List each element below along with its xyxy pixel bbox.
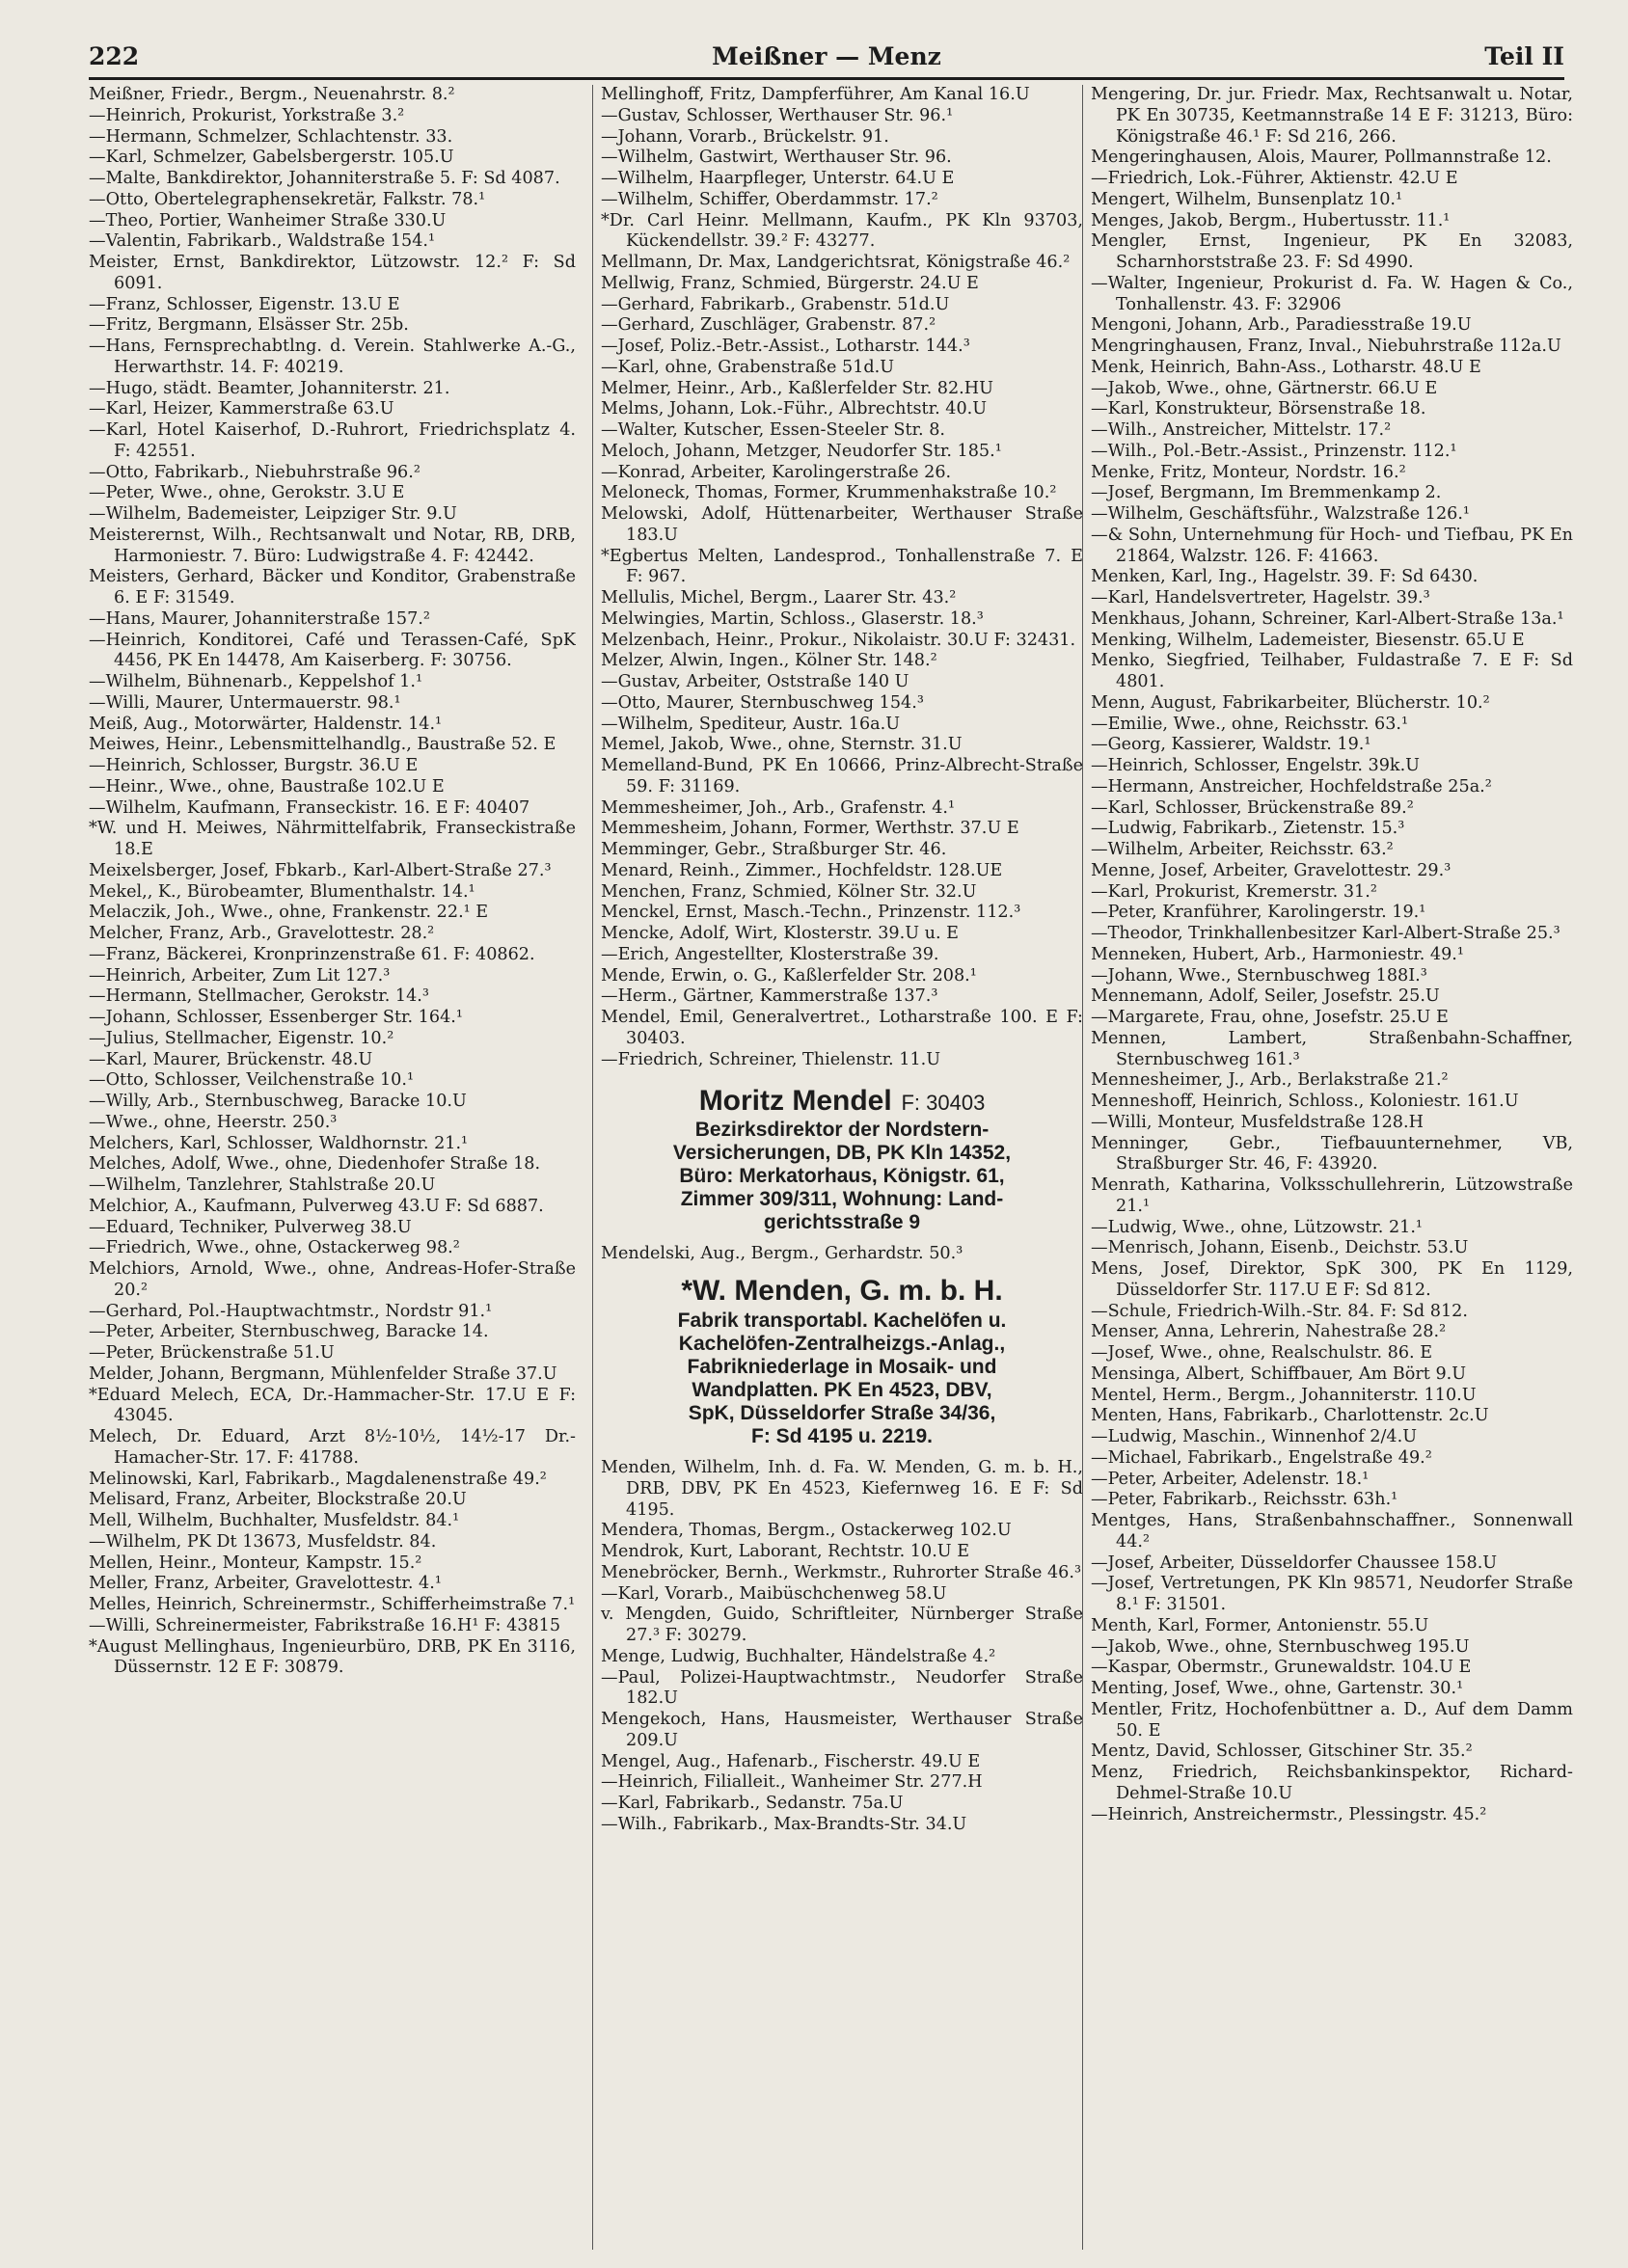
- advertisement-w-menden: [601, 1273, 1083, 1448]
- directory-entry: Menard, Reinh., Zimmer., Hochfeldstr. 128.UE: [601, 860, 1003, 880]
- directory-entry: Mengert, Wilhelm, Bunsenplatz 10.¹: [1091, 189, 1403, 209]
- directory-entry: —Johann, Wwe., Sternbuschweg 188I.³: [1091, 965, 1427, 986]
- directory-entry: —Hugo, städt. Beamter, Johanniterstr. 21.: [89, 378, 450, 398]
- directory-entry: —Gerhard, Fabrikarb., Grabenstr. 51d.U: [601, 294, 950, 314]
- directory-entry: Mennesheimer, J., Arb., Berlakstraße 21.²: [1091, 1070, 1449, 1091]
- directory-entry: Mellwig, Franz, Schmied, Bürgerstr. 24.U E: [601, 273, 979, 293]
- directory-entry: —Wilh., Fabrikarb., Max-Brandts-Str. 34.U: [601, 1814, 967, 1834]
- directory-entry: —Heinrich, Schlosser, Burgstr. 36.U E: [89, 756, 419, 775]
- directory-entry: Melisard, Franz, Arbeiter, Blockstraße 20.U: [89, 1490, 467, 1510]
- directory-entry: Meißner, Friedr., Bergm., Neuenahrstr. 8.²: [89, 85, 455, 104]
- directory-entry: —Willy, Arb., Sternbuschweg, Baracke 10.U: [89, 1092, 467, 1111]
- column-3: [1082, 85, 1573, 2250]
- directory-entry: Menking, Wilhelm, Lademeister, Biesenstr. 65.U E: [1091, 630, 1525, 650]
- directory-entry: —Wilhelm, Schiffer, Oberdammstr. 17.²: [601, 189, 938, 209]
- directory-entry: Menz, Friedrich, Reichsbankinspektor, Richard-Dehmel-Straße 10.U: [1091, 1763, 1573, 1803]
- directory-entry: Meller, Franz, Arbeiter, Gravelottestr. 4.¹: [89, 1574, 442, 1594]
- part-label: Teil II: [1484, 42, 1564, 70]
- directory-entry: Memmesheimer, Joh., Arb., Grafenstr. 4.¹: [601, 797, 956, 818]
- directory-entry: —Karl, Vorarb., Maibüschchenweg 58.U: [601, 1583, 947, 1604]
- directory-entry: Menninger, Gebr., Tiefbauunternehmer, VB, Straßburger Str. 46, F: 43920.: [1091, 1133, 1573, 1174]
- directory-entry: —Konrad, Arbeiter, Karolingerstraße 26.: [601, 462, 952, 482]
- directory-entry: —Heinrich, Anstreichermstr., Plessingstr. 45.²: [1091, 1804, 1487, 1824]
- directory-entry: —Willi, Monteur, Musfeldstraße 128.H: [1091, 1112, 1424, 1132]
- directory-entry: Menchen, Franz, Schmied, Kölner Str. 32.U: [601, 881, 977, 902]
- directory-entry: Melchiors, Arnold, Wwe., ohne, Andreas-Hofer-Straße 20.²: [89, 1259, 576, 1300]
- directory-entry: —Karl, Handelsvertreter, Hagelstr. 39.³: [1091, 588, 1430, 608]
- directory-entry: Menneken, Hubert, Arb., Harmoniestr. 49.¹: [1091, 944, 1464, 964]
- directory-entry: Meloneck, Thomas, Former, Krummenhakstraße 10.²: [601, 483, 1057, 503]
- directory-entry: *W. und H. Meiwes, Nährmittelfabrik, Franseckistraße 18.E: [89, 819, 576, 859]
- directory-entry: *Egbertus Melten, Landesprod., Tonhallenstraße 7. E F: 967.: [601, 546, 1083, 587]
- directory-entry: —Peter, Wwe., ohne, Gerokstr. 3.U E: [89, 483, 405, 503]
- directory-entry: —Peter, Arbeiter, Adelenstr. 18.¹: [1091, 1469, 1370, 1489]
- directory-entry: —Julius, Stellmacher, Eigenstr. 10.²: [89, 1028, 394, 1048]
- directory-entry: —Franz, Bäckerei, Kronprinzenstraße 61. F: 40862.: [89, 944, 535, 964]
- directory-entry: —Heinrich, Filialleit., Wanheimer Str. 277.H: [601, 1772, 983, 1793]
- directory-entry: Melowski, Adolf, Hüttenarbeiter, Werthauser Straße 183.U: [601, 504, 1083, 545]
- directory-entry: Mennen, Lambert, Straßenbahn-Schaffner, Sternbuschweg 161.³: [1091, 1028, 1573, 1069]
- directory-entry: —Fritz, Bergmann, Elsässer Str. 25b.: [89, 315, 409, 336]
- directory-entry: —Wilhelm, Kaufmann, Franseckistr. 16. E F: 40407: [89, 797, 530, 818]
- column-2: [592, 85, 1083, 2250]
- directory-entry: —Hans, Fernsprechabtlng. d. Verein. Stahlwerke A.-G., Herwarthstr. 14. F: 40219.: [89, 337, 576, 377]
- directory-entry: —Heinrich, Konditorei, Café und Terassen-Café, SpK 4456, PK En 14478, Am Kaiserberg. F: 30756.: [89, 630, 576, 671]
- directory-entry: Menckel, Ernst, Masch.-Techn., Prinzenstr. 112.³: [601, 903, 1021, 923]
- directory-entry: —Ludwig, Wwe., ohne, Lützowstr. 21.¹: [1091, 1217, 1423, 1237]
- ad-name: *W. Menden, G. m. b. H.: [681, 1275, 1003, 1307]
- directory-entry: —Michael, Fabrikarb., Engelstraße 49.²: [1091, 1447, 1432, 1468]
- ad-line: Versicherungen, DB, PK Kln 14352,: [672, 1142, 1012, 1165]
- ad-phone: F: 30403: [901, 1091, 986, 1116]
- directory-entry: Menke, Fritz, Monteur, Nordstr. 16.²: [1091, 462, 1406, 482]
- directory-entry: —Karl, Heizer, Kammerstraße 63.U: [89, 399, 394, 419]
- directory-entry: Mengering, Dr. jur. Friedr. Max, Rechtsanwalt u. Notar, PK En 30735, Keetmannstraße 14 E F: 31213, Büro: Königstraße 46.¹ F: Sd 216, 266.: [1091, 85, 1573, 147]
- directory-entry: —Walter, Kutscher, Essen-Steeler Str. 8.: [601, 420, 946, 440]
- directory-entry: —Wilhelm, PK Dt 13673, Musfeldstr. 84.: [89, 1531, 437, 1552]
- page-header: [89, 39, 1564, 80]
- directory-entry: —Jakob, Wwe., ohne, Sternbuschweg 195.U: [1091, 1636, 1470, 1657]
- directory-entry: —Gerhard, Zuschläger, Grabenstr. 87.²: [601, 315, 936, 336]
- directory-entry: Mencke, Adolf, Wirt, Klosterstr. 39.U u. E: [601, 924, 959, 943]
- directory-entry: Mensinga, Albert, Schiffbauer, Am Bört 9.U: [1091, 1364, 1467, 1384]
- directory-entry: —Willi, Maurer, Untermauerstr. 98.¹: [89, 692, 401, 713]
- directory-entry: —Margarete, Frau, ohne, Josefstr. 25.U E: [1091, 1008, 1449, 1027]
- directory-entry: —Hermann, Stellmacher, Gerokstr. 14.³: [89, 986, 429, 1007]
- directory-entry: Mekel,, K., Bürobeamter, Blumenthalstr. 14.¹: [89, 881, 475, 902]
- directory-entry: —Schule, Friedrich-Wilh.-Str. 84. F: Sd 812.: [1091, 1301, 1468, 1321]
- directory-entry: —Heinrich, Arbeiter, Zum Lit 127.³: [89, 965, 391, 986]
- directory-entry: —Josef, Arbeiter, Düsseldorfer Chaussee 158.U: [1091, 1552, 1498, 1573]
- directory-entry: Menth, Karl, Former, Antonienstr. 55.U: [1091, 1615, 1429, 1635]
- directory-entry: Menrath, Katharina, Volksschullehrerin, Lützowstraße 21.¹: [1091, 1175, 1573, 1216]
- ad-line: Büro: Merkatorhaus, Königstr. 61,: [679, 1165, 1005, 1188]
- directory-entry: Menting, Josef, Wwe., ohne, Gartenstr. 30.¹: [1091, 1679, 1464, 1698]
- directory-entry: Mengler, Ernst, Ingenieur, PK En 32083, Scharnhorststraße 23. F: Sd 4990.: [1091, 231, 1573, 272]
- directory-entry: —Malte, Bankdirektor, Johanniterstraße 5. F: Sd 4087.: [89, 169, 560, 188]
- directory-entry: —Josef, Bergmann, Im Bremmenkamp 2.: [1091, 483, 1442, 503]
- directory-entry: —Gustav, Arbeiter, Oststraße 140 U: [601, 672, 909, 691]
- directory-entry: —Ludwig, Fabrikarb., Zietenstr. 15.³: [1091, 819, 1405, 839]
- directory-entry: —Franz, Schlosser, Eigenstr. 13.U E: [89, 294, 400, 314]
- directory-entry: —Herm., Gärtner, Kammerstraße 137.³: [601, 986, 938, 1007]
- directory-entry: Melcher, Franz, Arb., Gravelottestr. 28.²: [89, 924, 435, 943]
- directory-entry: —Wilhelm, Tanzlehrer, Stahlstraße 20.U: [89, 1175, 436, 1195]
- directory-entry: Menges, Jakob, Bergm., Hubertusstr. 11.¹: [1091, 210, 1451, 230]
- directory-entry: Memmesheim, Johann, Former, Werthstr. 37.U E: [601, 819, 1019, 839]
- directory-entry: Mentler, Fritz, Hochofenbüttner a. D., Auf dem Damm 50. E: [1091, 1699, 1573, 1741]
- directory-entry: Mellulis, Michel, Bergm., Laarer Str. 43.²: [601, 588, 957, 608]
- directory-entry: —Josef, Wwe., ohne, Realschulstr. 86. E: [1091, 1343, 1433, 1363]
- directory-entry: Menkhaus, Johann, Schreiner, Karl-Albert-Straße 13a.¹: [1091, 608, 1564, 629]
- directory-entry: —Wilh., Anstreicher, Mittelstr. 17.²: [1091, 420, 1392, 440]
- directory-entry: *August Mellinghaus, Ingenieurbüro, DRB, PK En 3116, Düssernstr. 12 E F: 30879.: [89, 1636, 576, 1678]
- directory-entry: —Wilhelm, Bühnenarb., Keppelshof 1.¹: [89, 672, 423, 691]
- directory-entry: Melles, Heinrich, Schreinermstr., Schifferheimstraße 7.¹: [89, 1595, 576, 1614]
- directory-entry: —Emilie, Wwe., ohne, Reichsstr. 63.¹: [1091, 714, 1409, 734]
- directory-entry: *Dr. Carl Heinr. Mellmann, Kaufm., PK Kln 93703, Kückendellstr. 39.² F: 43277.: [601, 210, 1083, 252]
- directory-entry: —Hans, Maurer, Johanniterstraße 157.²: [89, 608, 430, 629]
- directory-entry: Memel, Jakob, Wwe., ohne, Sternstr. 31.U: [601, 735, 963, 755]
- directory-entry: —Wilhelm, Bademeister, Leipziger Str. 9.U: [89, 504, 457, 524]
- directory-entry: —Karl, Konstrukteur, Börsenstraße 18.: [1091, 399, 1426, 419]
- directory-entry: —Friedrich, Schreiner, Thielenstr. 11.U: [601, 1049, 941, 1069]
- running-head: Meißner — Menz: [712, 42, 941, 70]
- directory-entry: —Jakob, Wwe., ohne, Gärtnerstr. 66.U E: [1091, 378, 1438, 398]
- directory-entry: Mennemann, Adolf, Seiler, Josefstr. 25.U: [1091, 986, 1440, 1007]
- directory-entry: Melchior, A., Kaufmann, Pulverweg 43.U F: Sd 6887.: [89, 1196, 544, 1216]
- directory-entry: Menne, Josef, Arbeiter, Gravelottestr. 29.³: [1091, 860, 1452, 880]
- directory-entry: Mentel, Herm., Bergm., Johanniterstr. 110.U: [1091, 1385, 1477, 1405]
- directory-entry: —Kaspar, Obermstr., Grunewaldstr. 104.U E: [1091, 1658, 1472, 1678]
- directory-entry: Menser, Anna, Lehrerin, Nahestraße 28.²: [1091, 1322, 1447, 1342]
- directory-entry: Menko, Siegfried, Teilhaber, Fuldastraße 7. E F: Sd 4801.: [1091, 651, 1573, 691]
- directory-entry: Mengringhausen, Franz, Inval., Niebuhrstraße 112a.U: [1091, 337, 1561, 356]
- directory-entry: Mengekoch, Hans, Hausmeister, Werthauser Straße 209.U: [601, 1710, 1083, 1750]
- directory-entry: Mende, Erwin, o. G., Kaßlerfelder Str. 208.¹: [601, 965, 977, 986]
- directory-entry: Mengel, Aug., Hafenarb., Fischerstr. 49.U E: [601, 1751, 981, 1771]
- directory-entry: Melmer, Heinr., Arb., Kaßlerfelder Str. 82.HU: [601, 378, 993, 398]
- directory-entry: —Wilhelm, Spediteur, Austr. 16a.U: [601, 714, 901, 734]
- ad-line: F: Sd 4195 u. 2219.: [751, 1425, 933, 1447]
- ad-line: Wandplatten. PK En 4523, DBV,: [692, 1379, 992, 1401]
- directory-entry: Mentz, David, Schlosser, Gitschiner Str. 35.²: [1091, 1742, 1473, 1762]
- directory-entry: Meleсh, Dr. Eduard, Arzt 8½-10½, 14½-17 Dr.-Hamacher-Str. 17. F: 41788.: [89, 1427, 576, 1468]
- directory-entry: Memminger, Gebr., Straßburger Str. 46.: [601, 840, 947, 859]
- directory-entry: Mellmann, Dr. Max, Landgerichtsrat, Königstraße 46.²: [601, 253, 1071, 272]
- directory-entry: Mellen, Heinr., Monteur, Kampstr. 15.²: [89, 1552, 422, 1573]
- directory-entry: —Johann, Vorarb., Brückelstr. 91.: [601, 126, 889, 147]
- directory-entry: Menebröcker, Bernh., Werkmstr., Ruhrorter Straße 46.³: [601, 1562, 1082, 1582]
- directory-entry: —Erich, Angestellter, Klosterstraße 39.: [601, 944, 939, 964]
- directory-entry: —Otto, Fabrikarb., Niebuhrstraße 96.²: [89, 462, 421, 482]
- directory-entry: —Hermann, Anstreicher, Hochfeldstraße 25a.²: [1091, 776, 1492, 796]
- directory-entry: —Karl, Hotel Kaiserhof, D.-Ruhrort, Friedrichsplatz 4. F: 42551.: [89, 420, 576, 461]
- directory-entry: Meisterernst, Wilh., Rechtsanwalt und Notar, RB, DRB, Harmoniestr. 7. Büro: Ludwigstraße 4. F: 42442.: [89, 525, 576, 566]
- directory-entry: —Georg, Kassierer, Waldstr. 19.¹: [1091, 735, 1371, 755]
- directory-entry: Melchers, Karl, Schlosser, Waldhornstr. 21.¹: [89, 1133, 469, 1153]
- directory-entry: —Josef, Vertretungen, PK Kln 98571, Neudorfer Straße 8.¹ F: 31501.: [1091, 1574, 1573, 1614]
- ad-line: SpK, Düsseldorfer Straße 34/36,: [688, 1402, 996, 1424]
- directory-entry: Melwingies, Martin, Schloss., Glaserstr. 18.³: [601, 608, 984, 629]
- directory-entry: Menneshoff, Heinrich, Schloss., Koloniestr. 161.U: [1091, 1092, 1519, 1111]
- ad-name: Moritz Mendel: [698, 1085, 892, 1118]
- ad-line: gerichtsstraße 9: [763, 1211, 921, 1234]
- directory-entry: Melinowski, Karl, Fabrikarb., Magdalenenstraße 49.²: [89, 1469, 547, 1489]
- directory-entry: Mendel, Emil, Generalvertret., Lotharstraße 100. E F: 30403.: [601, 1008, 1083, 1048]
- directory-entry: Menn, August, Fabrikarbeiter, Blücherstr. 10.²: [1091, 692, 1490, 713]
- directory-entry: —Paul, Polizei-Hauptwachtmstr., Neudorfer Straße 182.U: [601, 1667, 1083, 1709]
- directory-entry: —Wilh., Pol.-Betr.-Assist., Prinzenstr. 112.¹: [1091, 441, 1457, 461]
- directory-entry: —Wilhelm, Gastwirt, Werthauser Str. 96.: [601, 148, 952, 168]
- directory-entry: Menten, Hans, Fabrikarb., Charlottenstr. 2c.U: [1091, 1406, 1489, 1426]
- directory-entry: v. Mengden, Guido, Schriftleiter, Nürnberger Straße 27.³ F: 30279.: [601, 1605, 1083, 1645]
- directory-entry: Melzenbach, Heinr., Prokur., Nikolaistr. 30.U F: 32431.: [601, 630, 1076, 650]
- directory-entry: Mendelski, Aug., Bergm., Gerhardstr. 50.³: [601, 1244, 963, 1264]
- ad-line: Kachelöfen-Zentralheizgs.-Anlag.,: [678, 1333, 1006, 1355]
- directory-entry: Mell, Wilhelm, Buchhalter, Musfeldstr. 84.¹: [89, 1511, 460, 1530]
- directory-entry: —Johann, Schlosser, Essenberger Str. 164.¹: [89, 1008, 463, 1027]
- ad-line: Fabrikniederlage in Mosaik- und: [687, 1356, 997, 1378]
- directory-entry: —Hermann, Schmelzer, Schlachtenstr. 33.: [89, 126, 453, 147]
- directory-entry: Melder, Johann, Bergmann, Mühlenfelder Straße 37.U: [89, 1364, 557, 1384]
- directory-entry: —Otto, Schlosser, Veilchenstraße 10.¹: [89, 1070, 414, 1091]
- directory-entry: —Wilhelm, Arbeiter, Reichsstr. 63.²: [1091, 840, 1394, 859]
- directory-entry: —Otto, Maurer, Sternbuschweg 154.³: [601, 692, 924, 713]
- page-number: 222: [89, 42, 140, 70]
- directory-entry: —Karl, Maurer, Brückenstr. 48.U: [89, 1049, 373, 1069]
- advertisement-moritz-mendel: [601, 1084, 1083, 1234]
- directory-entry: Mendera, Thomas, Bergm., Ostackerweg 102.U: [601, 1521, 1012, 1541]
- directory-entry: —Friedrich, Lok.-Führer, Aktienstr. 42.U E: [1091, 169, 1458, 188]
- directory-entry: —Theo, Portier, Wanheimer Straße 330.U: [89, 210, 447, 230]
- directory-entry: Melzer, Alwin, Ingen., Kölner Str. 148.²: [601, 651, 937, 671]
- directory-entry: Mentges, Hans, Straßenbahnschaffner., Sonnenwall 44.²: [1091, 1511, 1573, 1552]
- directory-entry: Mengoni, Johann, Arb., Paradiesstraße 19.U: [1091, 315, 1472, 336]
- directory-entry: Menden, Wilhelm, Inh. d. Fa. W. Menden, G. m. b. H., DRB, DBV, PK En 4523, Kiefernweg 16. E F: Sd 4195.: [601, 1458, 1083, 1520]
- directory-entry: —Wwe., ohne, Heerstr. 250.³: [89, 1112, 338, 1132]
- directory-entry: —Eduard, Techniker, Pulverweg 38.U: [89, 1217, 412, 1237]
- directory-entry: Mens, Josef, Direktor, SpK 300, PK En 1129, Düsseldorfer Str. 117.U E F: Sd 812.: [1091, 1259, 1573, 1300]
- directory-entry: Meister, Ernst, Bankdirektor, Lützowstr. 12.² F: Sd 6091.: [89, 253, 576, 293]
- ad-line: Bezirksdirektor der Nordstern-: [694, 1119, 990, 1142]
- directory-entry: —Peter, Fabrikarb., Reichsstr. 63h.¹: [1091, 1490, 1398, 1510]
- directory-entry: —Karl, Fabrikarb., Sedanstr. 75a.U: [601, 1794, 904, 1813]
- directory-entry: —Heinrich, Schlosser, Engelstr. 39k.U: [1091, 756, 1421, 775]
- directory-entry: —Heinr., Wwe., ohne, Baustraße 102.U E: [89, 776, 445, 796]
- directory-entry: —Heinrich, Prokurist, Yorkstraße 3.²: [89, 105, 405, 125]
- directory-entry: *Eduard Meleсh, ECA, Dr.-Hammacher-Str. 17.U E F: 43045.: [89, 1385, 576, 1426]
- directory-entry: Melms, Johann, Lok.-Führ., Albrechtstr. 40.U: [601, 399, 988, 419]
- directory-entry: —Josef, Poliz.-Betr.-Assist., Lotharstr. 144.³: [601, 337, 970, 356]
- directory-entry: —Karl, Schlosser, Brückenstraße 89.²: [1091, 797, 1414, 818]
- directory-entry: —Gerhard, Pol.-Hauptwachtmstr., Nordstr 91.¹: [89, 1301, 493, 1321]
- directory-entry: Melaczik, Joh., Wwe., ohne, Frankenstr. 22.¹ E: [89, 903, 489, 923]
- directory-entry: —Gustav, Schlosser, Werthauser Str. 96.¹: [601, 105, 954, 125]
- directory-entry: —Wilhelm, Geschäftsführ., Walzstraße 126.¹: [1091, 504, 1470, 524]
- ad-line: Fabrik transportabl. Kachelöfen u.: [677, 1310, 1007, 1332]
- directory-entry: —Peter, Arbeiter, Sternbuschweg, Baracke 14.: [89, 1322, 489, 1342]
- directory-entry: —Ludwig, Maschin., Winnenhof 2/4.U: [1091, 1427, 1418, 1446]
- directory-entry: Menken, Karl, Ing., Hagelstr. 39. F: Sd 6430.: [1091, 567, 1479, 587]
- directory-entry: —Menrisch, Johann, Eisenb., Deichstr. 53.U: [1091, 1238, 1469, 1258]
- directory-entry: —Karl, ohne, Grabenstraße 51d.U: [601, 357, 895, 377]
- column-1: [89, 85, 576, 2250]
- directory-entry: —Friedrich, Wwe., ohne, Ostackerweg 98.²: [89, 1238, 460, 1258]
- directory-entry: —& Sohn, Unternehmung für Hoch- und Tiefbau, PK En 21864, Walzstr. 126. F: 41663.: [1091, 525, 1573, 566]
- directory-entry: Meisters, Gerhard, Bäcker und Konditor, Grabenstraße 6. E F: 31549.: [89, 567, 576, 608]
- directory-entry: Mellinghoff, Fritz, Dampferführer, Am Kanal 16.U: [601, 85, 1030, 104]
- directory-entry: —Willi, Schreinermeister, Fabrikstraße 16.H¹ F: 43815: [89, 1615, 561, 1635]
- directory-entry: —Wilhelm, Haarpfleger, Unterstr. 64.U E: [601, 169, 955, 188]
- directory-entry: Mendrok, Kurt, Laborant, Rechtstr. 10.U E: [601, 1542, 970, 1561]
- directory-entry: —Theodor, Trinkhallenbesitzer Karl-Albert-Straße 25.³: [1091, 924, 1560, 943]
- directory-entry: —Valentin, Fabrikarb., Waldstraße 154.¹: [89, 231, 436, 252]
- directory-entry: Menk, Heinrich, Bahn-Ass., Lotharstr. 48.U E: [1091, 357, 1481, 377]
- directory-entry: —Walter, Ingenieur, Prokurist d. Fa. W. Hagen & Co., Tonhallenstr. 43. F: 32906: [1091, 273, 1573, 314]
- directory-entry: Memelland-Bund, PK En 10666, Prinz-Albrecht-Straße 59. F: 31169.: [601, 756, 1083, 796]
- directory-entry: —Karl, Prokurist, Kremerstr. 31.²: [1091, 881, 1377, 902]
- directory-entry: Meiwes, Heinr., Lebensmittelhandlg., Baustraße 52. E: [89, 735, 556, 755]
- directory-entry: Menge, Ludwig, Buchhalter, Händelstraße 4.²: [601, 1646, 996, 1666]
- directory-entry: Meloch, Johann, Metzger, Neudorfer Str. 185.¹: [601, 441, 1002, 461]
- ad-line: Zimmer 309/311, Wohnung: Land-: [680, 1188, 1004, 1211]
- directory-entry: —Peter, Brückenstraße 51.U: [89, 1343, 335, 1363]
- directory-entry: Melches, Adolf, Wwe., ohne, Diedenhofer Straße 18.: [89, 1154, 541, 1174]
- directory-entry: —Peter, Kranführer, Karolingerstr. 19.¹: [1091, 903, 1426, 923]
- directory-entry: Mengeringhausen, Alois, Maurer, Pollmannstraße 12.: [1091, 148, 1552, 168]
- directory-entry: —Karl, Schmelzer, Gabelsbergerstr. 105.U: [89, 148, 454, 168]
- directory-entry: Meixelsberger, Josef, Fbkarb., Karl-Albert-Straße 27.³: [89, 860, 552, 880]
- directory-entry: Meiß, Aug., Motorwärter, Haldenstr. 14.¹: [89, 714, 443, 734]
- directory-entry: —Otto, Obertelegraphensekretär, Falkstr. 78.¹: [89, 189, 486, 209]
